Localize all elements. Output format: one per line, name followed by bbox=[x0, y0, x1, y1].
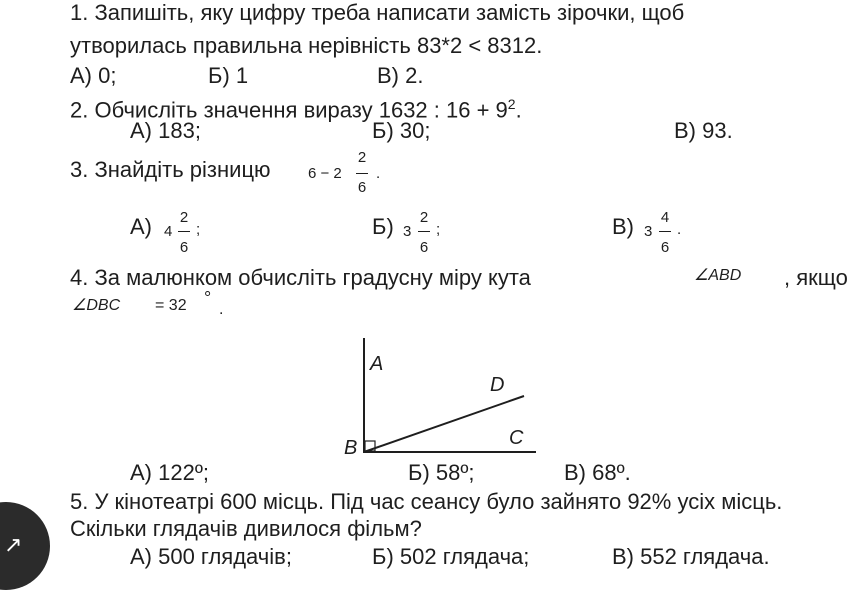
q4-text-end: , якщо bbox=[784, 265, 848, 290]
q3-expr-whole: 6 − 2 bbox=[308, 165, 342, 182]
q3-option-c-numerator: 4 bbox=[660, 209, 670, 226]
angle-diagram bbox=[330, 330, 540, 460]
q3-option-b-fraction-bar bbox=[418, 231, 430, 232]
q3-option-a-end: ; bbox=[196, 221, 201, 238]
q4-degree-sign: ° bbox=[204, 288, 212, 308]
q3-option-c-denominator: 6 bbox=[660, 239, 670, 256]
q3-option-b-denominator: 6 bbox=[419, 239, 429, 256]
q4-text: 4. За малюнком обчисліть градусну міру кута bbox=[70, 265, 531, 290]
q4-option-c: В) 68º. bbox=[564, 460, 631, 485]
q2-option-b: Б) 30; bbox=[372, 118, 431, 143]
q3-expr-end: . bbox=[376, 165, 381, 182]
q2-exponent: 2 bbox=[507, 96, 516, 112]
q3-option-b-end: ; bbox=[436, 221, 441, 238]
q3-option-c-end: . bbox=[677, 221, 682, 238]
q3-option-a-fraction-bar bbox=[178, 231, 190, 232]
q3-option-b-numerator: 2 bbox=[419, 209, 429, 226]
q3-option-c-whole: 3 bbox=[644, 223, 653, 240]
q3-option-a-numerator: 2 bbox=[179, 209, 189, 226]
q5-line2: Скільки глядачів дивилося фільм? bbox=[70, 516, 422, 541]
q3-option-b-label: Б) bbox=[372, 214, 394, 239]
q2-option-a: А) 183; bbox=[130, 118, 201, 143]
q2-option-c: В) 93. bbox=[674, 118, 733, 143]
floating-action-button[interactable] bbox=[0, 502, 50, 590]
q5-option-a: А) 500 глядачів; bbox=[130, 544, 292, 569]
q1-option-a: А) 0; bbox=[70, 63, 117, 88]
q3-option-a-denominator: 6 bbox=[179, 239, 189, 256]
q1-option-b: Б) 1 bbox=[208, 63, 249, 88]
expand-icon: ↗ bbox=[4, 532, 23, 557]
q1-option-c: В) 2. bbox=[377, 63, 424, 88]
q4-angle-abd: ∠ABD bbox=[694, 267, 742, 284]
ray-bd bbox=[364, 396, 524, 452]
q3-option-c-fraction-bar bbox=[659, 231, 671, 232]
q2-end: . bbox=[515, 97, 522, 123]
q3-option-a-label: А) bbox=[130, 214, 152, 239]
label-c: C bbox=[509, 427, 524, 449]
q5-line1: 5. У кінотеатрі 600 місць. Під час сеансу було зайнято 92% усіх місць. bbox=[70, 489, 783, 514]
q4-end: . bbox=[219, 301, 224, 318]
q2-expression: 2. Обчисліть значення виразу 1632 : 16 + 9 bbox=[70, 97, 508, 123]
q3-option-b-whole: 3 bbox=[403, 223, 412, 240]
q3-option-a-whole: 4 bbox=[164, 223, 173, 240]
q3-expr-numerator: 2 bbox=[357, 149, 367, 166]
q4-option-b: Б) 58º; bbox=[408, 460, 475, 485]
q5-option-c: В) 552 глядача. bbox=[612, 544, 770, 569]
q3-expr-fraction-bar bbox=[356, 173, 368, 174]
q4-angle-dbc: ∠DBC bbox=[72, 297, 121, 314]
q3-expr-denominator: 6 bbox=[357, 179, 367, 196]
label-b: B bbox=[344, 437, 358, 459]
label-a: A bbox=[370, 353, 384, 375]
q1-line2: утворилась правильна нерівність 83*2 < 8312. bbox=[70, 33, 543, 58]
q4-angle-value: = 32 bbox=[155, 297, 187, 314]
q1-line1: 1. Запишіть, яку цифру треба написати замість зірочки, щоб bbox=[70, 0, 685, 25]
q4-option-a: А) 122º; bbox=[130, 460, 209, 485]
q3-text: 3. Знайдіть різницю bbox=[70, 157, 271, 182]
label-d: D bbox=[490, 374, 505, 396]
q5-option-b: Б) 502 глядача; bbox=[372, 544, 530, 569]
q3-option-c-label: В) bbox=[612, 214, 634, 239]
